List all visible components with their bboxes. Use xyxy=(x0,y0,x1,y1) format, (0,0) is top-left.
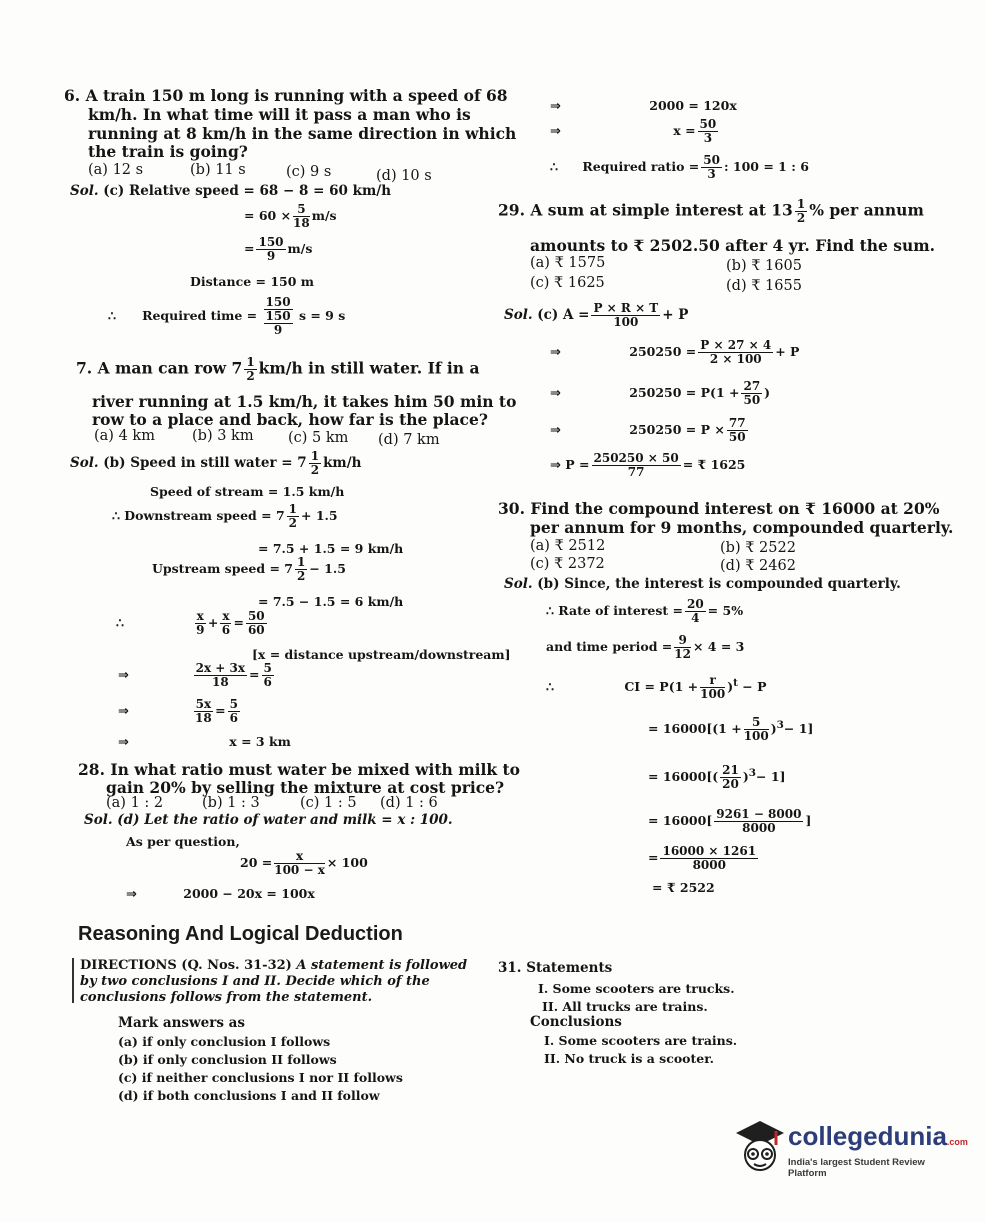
solution-line-4: Distance = 150 m xyxy=(190,274,314,289)
option-b: (b) ₹ 1605 xyxy=(726,258,802,274)
question-6-line-1: 6. A train 150 m long is running with a speed of 68 xyxy=(64,86,508,105)
question-29-line-2: amounts to ₹ 2502.50 after 4 yr. Find the sum. xyxy=(530,236,936,255)
collegedunia-logo[interactable] xyxy=(732,1117,968,1179)
logo-wordmark: collegedunia.com xyxy=(788,1121,968,1151)
question-7-line-3: row to a place and back, how far is the place? xyxy=(92,410,488,429)
solution-line-1: Sol. (c) Relative speed = 68 − 8 = 60 km/h xyxy=(70,183,392,199)
solution-line-2: = 60 × $\frac{5}{18}$ m/s xyxy=(244,202,337,230)
question-30-line-2: per annum for 9 months, compounded quarterly. xyxy=(530,518,954,537)
mark-option-a: (a) if only conclusion I follows xyxy=(118,1034,331,1049)
directions-text: DIRECTIONS (Q. Nos. 31-32) A statement is followed by two conclusions I and II. Decide which of the conclusions follows from the statement. xyxy=(80,958,468,1005)
solution-line-1: Sol. (b) Since, the interest is compounded quarterly. xyxy=(504,576,901,592)
solution-line-2: Speed of stream = 1.5 km/h xyxy=(150,484,345,499)
solution-line-8: = $\frac{16000 \times 1261}{8000}$ xyxy=(648,844,757,872)
solution-line-5: ⇒ P = $\frac{250250 \times 50}{77}$ = ₹ 1625 xyxy=(550,451,746,479)
solution-line-1: Sol. (b) Speed in still water = 7 $\frac{1}{2}$ km/h xyxy=(70,449,362,477)
solution-line-7: ∴ $\frac{x}{9}$ + $\frac{x}{6}$ = $\frac{50}{60}$ xyxy=(116,609,265,637)
solution-line-5: ⇒ 2000 = 120x xyxy=(550,98,737,114)
solution-line-2: ∴ Rate of interest = $\frac{20}{4}$ = 5% xyxy=(546,597,744,625)
mark-option-c: (c) if neither conclusions I nor II follows xyxy=(118,1070,403,1085)
solution-line-4: ⇒ 250250 = P × $\frac{77}{50}$ xyxy=(550,416,746,444)
question-6-line-3: running at 8 km/h in the same direction in which xyxy=(88,124,517,143)
question-29-line-1: 29. A sum at simple interest at 13 $\frac{1}{2}$ % per annum xyxy=(498,197,924,225)
solution-line-3: and time period = $\frac{9}{12}$ × 4 = 3 xyxy=(546,633,745,661)
solution-line-11: ⇒ x = 3 km xyxy=(118,734,291,750)
option-b: (b) 11 s xyxy=(190,162,246,178)
solution-line-5: ∴ Required time = 150 150 9 s = 9 s xyxy=(108,295,346,337)
solution-line-6: ⇒ x = $\frac{50}{3}$ xyxy=(550,117,717,145)
solution-line-7: ∴ Required ratio = $\frac{50}{3}$ : 100 = 1 : 6 xyxy=(550,153,809,181)
option-d: (d) 1 : 6 xyxy=(380,795,438,811)
logo-tagline: India's largest Student Review Platform xyxy=(788,1157,925,1179)
option-a: (a) ₹ 1575 xyxy=(530,255,606,271)
conclusion-2: II. No truck is a scooter. xyxy=(544,1051,715,1066)
solution-line-3: ∴ Downstream speed = 7 $\frac{1}{2}$ + 1.5 xyxy=(112,502,338,530)
question-7-line-1: 7. A man can row 7 $\frac{1}{2}$ km/h in still water. If in a xyxy=(76,355,480,383)
option-c: (c) ₹ 1625 xyxy=(530,275,605,291)
option-a: (a) 4 km xyxy=(94,428,155,444)
solution-line-3: 20 = $\frac{x}{100 - x}$ × 100 xyxy=(240,849,368,877)
solution-line-2: ⇒ 250250 = $\frac{P \times 27 \times 4}{2 \times 100}$ + P xyxy=(550,338,800,366)
solution-line-3: ⇒ 250250 = P(1 + $\frac{27}{50}$ ) xyxy=(550,379,771,407)
solution-line-5: = 16000[(1 + $\frac{5}{100}$ )$^3$− 1] xyxy=(648,715,814,743)
solution-line-7: = 16000[ $\frac{9261 - 8000}{8000}$ ] xyxy=(648,807,812,835)
question-31-statements-label: 31. Statements xyxy=(498,960,613,976)
solution-line-4: ∴ CI = P(1 + $\frac{r}{100}$ )$^t$ − P xyxy=(546,673,767,701)
question-7-line-2: river running at 1.5 km/h, it takes him 50 min to xyxy=(92,392,517,411)
graduate-mascot-icon xyxy=(732,1117,788,1177)
option-d: (d) 10 s xyxy=(376,168,432,184)
solution-line-4: ⇒ 2000 − 20x = 100x xyxy=(126,886,315,902)
mark-option-b: (b) if only conclusion II follows xyxy=(118,1052,337,1067)
option-c: (c) ₹ 2372 xyxy=(530,556,605,572)
option-b: (b) 1 : 3 xyxy=(202,795,260,811)
option-c: (c) 5 km xyxy=(288,430,349,446)
conclusions-label: Conclusions xyxy=(530,1014,622,1030)
solution-line-6: = 7.5 − 1.5 = 6 km/h xyxy=(258,594,404,609)
mark-answers-label: Mark answers as xyxy=(118,1015,245,1031)
question-28-line-1: 28. In what ratio must water be mixed with milk to xyxy=(78,760,521,779)
option-a: (a) ₹ 2512 xyxy=(530,538,606,554)
option-a: (a) 12 s xyxy=(88,162,144,178)
statement-1: I. Some scooters are trucks. xyxy=(538,981,735,996)
solution-line-1: Sol. (c) A = $\frac{P \times R \times T}{100}$ + P xyxy=(504,301,689,329)
solution-line-2: As per question, xyxy=(126,834,240,849)
solution-line-9: ⇒ $\frac{2x + 3x}{18}$ = $\frac{5}{6}$ xyxy=(118,661,272,689)
option-d: (d) 7 km xyxy=(378,432,440,448)
question-6-line-4: the train is going? xyxy=(88,142,248,161)
statement-2: II. All trucks are trains. xyxy=(542,999,708,1014)
left-margin-bar xyxy=(72,958,74,1003)
solution-line-4: = 7.5 + 1.5 = 9 km/h xyxy=(258,541,404,556)
section-heading: Reasoning And Logical Deduction xyxy=(78,923,403,945)
solution-line-3: = $\frac{150}{9}$ m/s xyxy=(244,235,313,263)
solution-line-5: Upstream speed = 7 $\frac{1}{2}$ − 1.5 xyxy=(152,555,346,583)
solution-line-10: ⇒ $\frac{5x}{18}$ = $\frac{5}{6}$ xyxy=(118,697,238,725)
option-c: (c) 9 s xyxy=(286,164,332,180)
solution-line-6: = 16000[( $\frac{21}{20}$ )$^3$− 1] xyxy=(648,763,786,791)
solution-line-9: = ₹ 2522 xyxy=(652,880,715,895)
conclusion-1: I. Some scooters are trains. xyxy=(544,1033,738,1048)
mark-option-d: (d) if both conclusions I and II follow xyxy=(118,1088,380,1103)
solution-line-8: [x = distance upstream/downstream] xyxy=(252,647,511,662)
question-28-line-2: gain 20% by selling the mixture at cost price? xyxy=(106,778,505,797)
option-d: (d) ₹ 2462 xyxy=(720,558,796,574)
option-b: (b) ₹ 2522 xyxy=(720,540,796,556)
solution-line-1: Sol. (d) Let the ratio of water and milk = x : 100. xyxy=(84,812,453,828)
question-30-line-1: 30. Find the compound interest on ₹ 16000 at 20% xyxy=(498,499,940,518)
option-b: (b) 3 km xyxy=(192,428,254,444)
option-d: (d) ₹ 1655 xyxy=(726,278,802,294)
question-6-line-2: km/h. In what time will it pass a man who is xyxy=(88,105,471,124)
option-a: (a) 1 : 2 xyxy=(106,795,164,811)
option-c: (c) 1 : 5 xyxy=(300,795,357,811)
